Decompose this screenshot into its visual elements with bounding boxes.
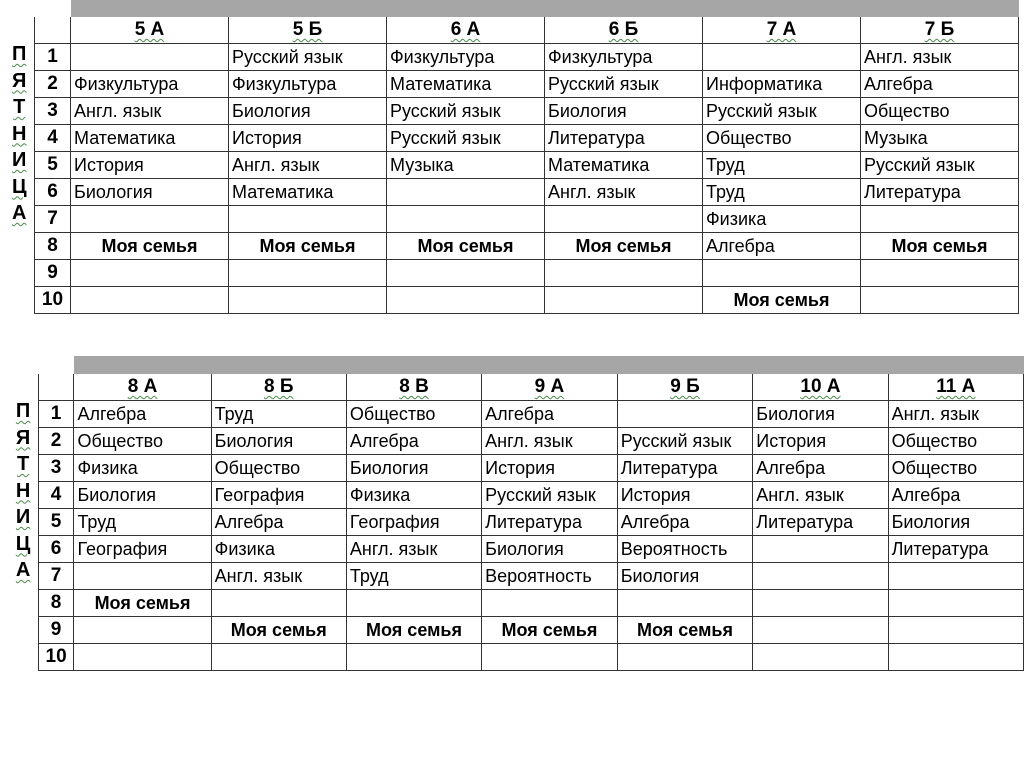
header-strip-cell (5, 0, 35, 17)
lesson-number: 2 (38, 428, 74, 455)
header-strip-cell (387, 0, 545, 17)
header-strip-cell (9, 357, 39, 374)
lesson-row (5, 179, 1019, 206)
lesson-cell: Литература (617, 455, 753, 482)
lesson-row (5, 260, 1019, 287)
lesson-row (9, 563, 1024, 590)
lesson-cell: Физкультура (545, 44, 703, 71)
lesson-cell (74, 644, 211, 671)
lesson-cell: Русский язык (229, 44, 387, 71)
header-strip-cell (617, 357, 753, 374)
lesson-cell (387, 179, 545, 206)
lesson-cell: Литература (482, 509, 618, 536)
lesson-cell: Биология (753, 401, 888, 428)
lesson-cell: Алгебра (482, 401, 618, 428)
day-label (5, 17, 35, 314)
lesson-row (9, 644, 1024, 671)
lesson-cell: Алгебра (703, 233, 861, 260)
header-strip-cell (74, 357, 211, 374)
class-header-text: 5 А (134, 19, 165, 40)
class-header-text: 8 А (127, 376, 158, 397)
lesson-cell (482, 644, 618, 671)
lesson-cell: Биология (617, 563, 753, 590)
lesson-cell: Математика (387, 71, 545, 98)
lesson-row (9, 617, 1024, 644)
lesson-number: 2 (35, 71, 71, 98)
lesson-cell: Англ. язык (482, 428, 618, 455)
lesson-cell: Моя семья (482, 617, 618, 644)
lesson-row (9, 482, 1024, 509)
lesson-cell (74, 617, 211, 644)
lesson-cell: Биология (74, 482, 211, 509)
lesson-cell: Физика (703, 206, 861, 233)
lesson-cell: История (71, 152, 229, 179)
lesson-cell: Алгебра (74, 401, 211, 428)
lesson-number: 7 (35, 206, 71, 233)
header-strip-cell (703, 0, 861, 17)
lesson-cell: Моя семья (703, 287, 861, 314)
header-strip-cell (211, 357, 346, 374)
lesson-cell: Англ. язык (861, 44, 1019, 71)
lesson-cell: Моя семья (387, 233, 545, 260)
lesson-cell (888, 617, 1023, 644)
lesson-cell (753, 617, 888, 644)
lesson-cell: Общество (888, 428, 1023, 455)
class-header-text: 7 А (766, 19, 797, 40)
lesson-cell: Русский язык (861, 152, 1019, 179)
lesson-cell: История (617, 482, 753, 509)
lesson-row (5, 125, 1019, 152)
lesson-cell (211, 590, 346, 617)
class-header (703, 17, 861, 44)
class-header-text: 9 А (534, 376, 565, 397)
lesson-number: 6 (38, 536, 74, 563)
lesson-cell (753, 563, 888, 590)
lesson-cell: Труд (211, 401, 346, 428)
lesson-cell (888, 563, 1023, 590)
lesson-cell (74, 563, 211, 590)
header-strip-cell (38, 357, 74, 374)
lesson-cell: Труд (703, 179, 861, 206)
lesson-number: 10 (35, 287, 71, 314)
lesson-row (5, 98, 1019, 125)
day-label-text: П Я Т Н И Ц А (11, 43, 27, 224)
lesson-cell: Общество (74, 428, 211, 455)
lesson-cell: Русский язык (703, 98, 861, 125)
lesson-cell: Литература (888, 536, 1023, 563)
lesson-cell: География (74, 536, 211, 563)
lesson-cell: Алгебра (753, 455, 888, 482)
class-header (482, 374, 618, 401)
lesson-cell: География (346, 509, 481, 536)
lesson-cell: Физика (346, 482, 481, 509)
lesson-row (5, 287, 1019, 314)
lesson-cell: Англ. язык (229, 152, 387, 179)
class-header (229, 17, 387, 44)
lesson-row (9, 401, 1024, 428)
day-label-text: П Я Т Н И Ц А (15, 400, 31, 581)
lesson-cell: Труд (346, 563, 481, 590)
lesson-cell: Труд (703, 152, 861, 179)
lesson-cell (229, 206, 387, 233)
lesson-number: 4 (35, 125, 71, 152)
lesson-cell: Общество (861, 98, 1019, 125)
lesson-cell: Русский язык (482, 482, 618, 509)
corner-cell (38, 374, 74, 401)
lesson-cell: Алгебра (211, 509, 346, 536)
lesson-cell: Труд (74, 509, 211, 536)
class-header (861, 17, 1019, 44)
lesson-row (9, 455, 1024, 482)
lesson-cell (703, 260, 861, 287)
schedule-table-top (4, 0, 1019, 314)
lesson-cell: Англ. язык (545, 179, 703, 206)
lesson-cell: Общество (346, 401, 481, 428)
lesson-cell: Моя семья (346, 617, 481, 644)
lesson-cell (71, 287, 229, 314)
lesson-cell: Биология (346, 455, 481, 482)
lesson-cell: Музыка (387, 152, 545, 179)
class-header-text: 10 А (800, 376, 841, 397)
class-header (74, 374, 211, 401)
lesson-cell: Литература (861, 179, 1019, 206)
lesson-number: 7 (38, 563, 74, 590)
class-header-row (5, 17, 1019, 44)
class-header (211, 374, 346, 401)
lesson-cell (888, 644, 1023, 671)
lesson-row (9, 590, 1024, 617)
class-header-text: 6 А (450, 19, 481, 40)
class-header (617, 374, 753, 401)
lesson-number: 9 (35, 260, 71, 287)
lesson-cell: Общество (211, 455, 346, 482)
lesson-cell: Математика (545, 152, 703, 179)
lesson-cell: Русский язык (545, 71, 703, 98)
class-header (71, 17, 229, 44)
lesson-cell (861, 260, 1019, 287)
header-strip-cell (482, 357, 618, 374)
lesson-cell (888, 590, 1023, 617)
lesson-cell: Физика (211, 536, 346, 563)
class-header (753, 374, 888, 401)
class-header-text: 8 В (399, 376, 429, 397)
lesson-cell (346, 644, 481, 671)
class-header-row (9, 374, 1024, 401)
lesson-cell: Алгебра (617, 509, 753, 536)
corner-cell (35, 17, 71, 44)
lesson-cell (211, 644, 346, 671)
lesson-cell (71, 260, 229, 287)
lesson-number: 1 (38, 401, 74, 428)
lesson-cell: Моя семья (71, 233, 229, 260)
class-header-text: 8 Б (264, 376, 294, 397)
lesson-cell: Физика (74, 455, 211, 482)
lesson-number: 5 (38, 509, 74, 536)
lesson-number: 3 (38, 455, 74, 482)
lesson-cell (545, 260, 703, 287)
lesson-cell: Вероятность (617, 536, 753, 563)
header-strip-cell (229, 0, 387, 17)
class-header-text: 9 Б (670, 376, 700, 397)
class-header (545, 17, 703, 44)
lesson-cell: Алгебра (346, 428, 481, 455)
lesson-row (5, 44, 1019, 71)
lesson-number: 8 (35, 233, 71, 260)
class-header (888, 374, 1023, 401)
lesson-row (5, 233, 1019, 260)
lesson-cell: Моя семья (229, 233, 387, 260)
lesson-cell: Моя семья (617, 617, 753, 644)
lesson-cell: Русский язык (617, 428, 753, 455)
lesson-cell: Информатика (703, 71, 861, 98)
lesson-cell: Общество (703, 125, 861, 152)
lesson-cell: История (482, 455, 618, 482)
lesson-cell (229, 260, 387, 287)
gray-header-strip (5, 0, 1019, 17)
class-header (346, 374, 481, 401)
lesson-cell (387, 287, 545, 314)
lesson-cell (753, 536, 888, 563)
header-strip-cell (346, 357, 481, 374)
schedule-table-bottom (8, 356, 1024, 671)
lesson-cell (229, 287, 387, 314)
lesson-cell: Биология (211, 428, 346, 455)
lesson-cell: Вероятность (482, 563, 618, 590)
lesson-row (5, 152, 1019, 179)
day-label (9, 374, 39, 671)
lesson-number: 1 (35, 44, 71, 71)
lesson-cell: Англ. язык (346, 536, 481, 563)
lesson-cell (71, 206, 229, 233)
lesson-cell (617, 590, 753, 617)
header-strip-cell (35, 0, 71, 17)
lesson-cell: Моя семья (861, 233, 1019, 260)
header-strip-cell (545, 0, 703, 17)
header-strip-cell (888, 357, 1023, 374)
lesson-cell: Моя семья (74, 590, 211, 617)
lesson-row (5, 206, 1019, 233)
lesson-cell: Моя семья (545, 233, 703, 260)
lesson-cell (346, 590, 481, 617)
lesson-number: 8 (38, 590, 74, 617)
lesson-cell: Англ. язык (888, 401, 1023, 428)
lesson-cell: География (211, 482, 346, 509)
lesson-cell: Биология (545, 98, 703, 125)
lesson-number: 9 (38, 617, 74, 644)
lesson-cell: История (229, 125, 387, 152)
lesson-cell: Общество (888, 455, 1023, 482)
lesson-number: 6 (35, 179, 71, 206)
lesson-cell: Алгебра (888, 482, 1023, 509)
lesson-cell: Физкультура (71, 71, 229, 98)
lesson-cell (703, 44, 861, 71)
class-header-text: 6 Б (608, 19, 639, 40)
lesson-cell: Алгебра (861, 71, 1019, 98)
lesson-cell: Русский язык (387, 125, 545, 152)
lesson-cell (482, 590, 618, 617)
lesson-cell (545, 287, 703, 314)
header-strip-cell (71, 0, 229, 17)
lesson-cell: Биология (71, 179, 229, 206)
lesson-cell: Математика (71, 125, 229, 152)
lesson-cell (387, 260, 545, 287)
class-header-text: 7 Б (924, 19, 955, 40)
lesson-cell: Моя семья (211, 617, 346, 644)
lesson-row (9, 428, 1024, 455)
lesson-cell: Биология (888, 509, 1023, 536)
lesson-cell (617, 644, 753, 671)
lesson-cell (617, 401, 753, 428)
lesson-cell: Физкультура (229, 71, 387, 98)
lesson-number: 4 (38, 482, 74, 509)
lesson-cell: Математика (229, 179, 387, 206)
lesson-cell: Музыка (861, 125, 1019, 152)
lesson-cell: Биология (482, 536, 618, 563)
lesson-cell (71, 44, 229, 71)
lesson-cell: Литература (753, 509, 888, 536)
lesson-cell (545, 206, 703, 233)
lesson-cell: Литература (545, 125, 703, 152)
lesson-number: 10 (38, 644, 74, 671)
lesson-row (5, 71, 1019, 98)
lesson-number: 3 (35, 98, 71, 125)
class-header-text: 5 Б (292, 19, 323, 40)
lesson-cell (861, 206, 1019, 233)
lesson-number: 5 (35, 152, 71, 179)
class-header-text: 11 А (936, 376, 976, 397)
lesson-cell (753, 590, 888, 617)
lesson-cell: История (753, 428, 888, 455)
class-header (387, 17, 545, 44)
lesson-row (9, 536, 1024, 563)
gray-header-strip (9, 357, 1024, 374)
header-strip-cell (753, 357, 888, 374)
lesson-cell: Англ. язык (71, 98, 229, 125)
lesson-cell: Физкультура (387, 44, 545, 71)
lesson-cell (753, 644, 888, 671)
lesson-cell: Русский язык (387, 98, 545, 125)
lesson-cell: Англ. язык (753, 482, 888, 509)
lesson-cell: Англ. язык (211, 563, 346, 590)
header-strip-cell (861, 0, 1019, 17)
lesson-cell (861, 287, 1019, 314)
lesson-cell: Биология (229, 98, 387, 125)
lesson-row (9, 509, 1024, 536)
lesson-cell (387, 206, 545, 233)
